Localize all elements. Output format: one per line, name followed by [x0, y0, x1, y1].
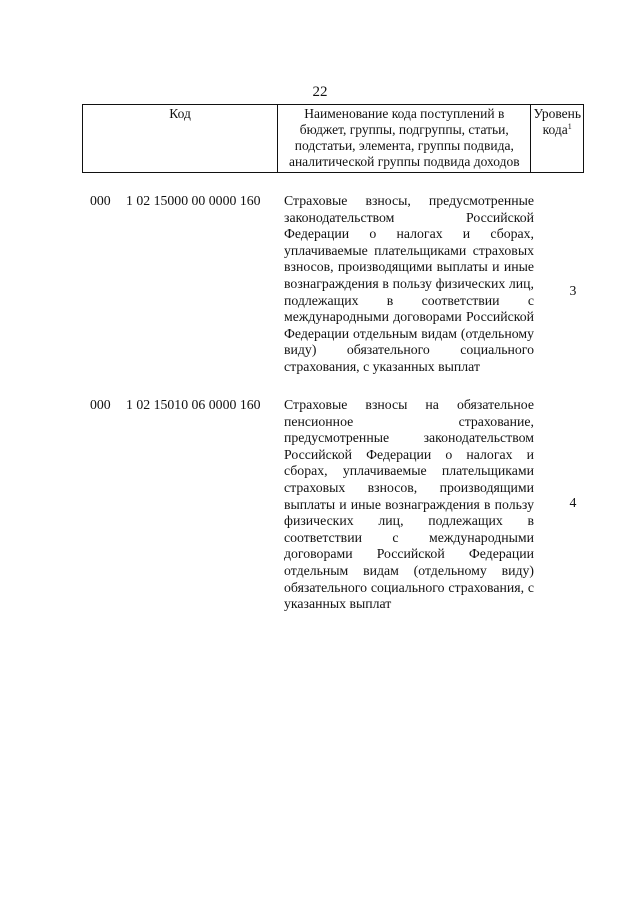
header-level-label: Уровень кода [533, 106, 581, 137]
table-header [82, 104, 584, 173]
page-number: 22 [312, 84, 328, 100]
header-level [531, 105, 584, 173]
row-code: 1 02 15010 06 0000 160 [126, 397, 261, 412]
row-level: 3 [569, 283, 577, 298]
row-level: 4 [569, 495, 577, 510]
header-name: Наименование кода поступлений в бюджет, группы, подгруппы, статьи, подстатьи, элемента, группы подвида, аналитической группы подвида доходов [278, 105, 531, 173]
row-name: Страховые взносы, предусмотренные законодательством Российской Федерации о налогах и сборах, уплачиваемые плательщиками страховых взносов, производящими выплаты и иные вознаграждения в пользу физических лиц, подлежащих в соответствии с международными договорами Российской Федерации отдельным видам (отдельному виду) обязательного социального страхования, с указанных выплат [284, 193, 534, 374]
header-code: Код [83, 105, 278, 173]
row-name: Страховые взносы на обязательное пенсионное страхование, предусмотренные законодательством Российской Федерации о налогах и сборах, уплачиваемые плательщиками страховых взносов, производящими выплаты и иные вознаграждения в пользу физических лиц, подлежащих в соответствии с международными договорами Российской Федерации отдельным видам (отдельному виду) обязательного социального страхования, с указанных выплат [284, 397, 534, 612]
row-prefix: 000 [90, 193, 111, 208]
row-code: 1 02 15000 00 0000 160 [126, 193, 261, 208]
footnote-mark: 1 [567, 122, 572, 131]
row-prefix: 000 [90, 397, 111, 412]
